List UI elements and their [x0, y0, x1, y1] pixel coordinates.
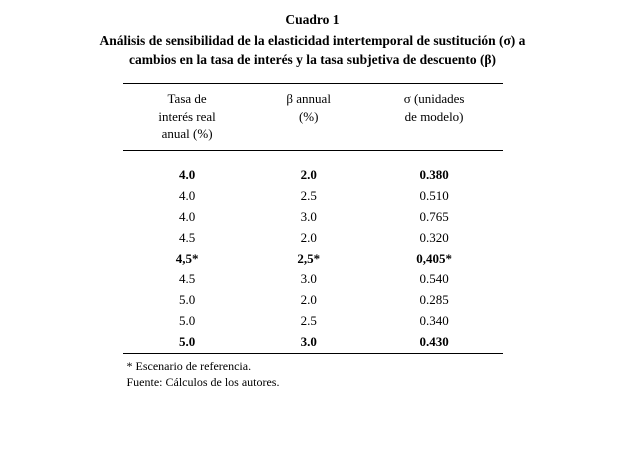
- table-spacer-row: [123, 150, 503, 165]
- table-header-row: [123, 84, 503, 150]
- sensitivity-table: [123, 83, 503, 353]
- table-cell: 2.5: [300, 187, 317, 203]
- table-cell: 2.0: [300, 166, 317, 182]
- column-header-beta-line2: (%): [298, 108, 319, 124]
- table-cell: 4.0: [178, 166, 196, 182]
- table-cell: 0.430: [366, 332, 503, 353]
- table-body: [123, 150, 503, 353]
- table-row: [123, 332, 503, 353]
- column-header-beta-line1: β annual: [286, 91, 331, 107]
- table-notes: [123, 358, 503, 390]
- page-subtitle-line-2: cambios en la tasa de interés y la tasa subjetiva de descuento (β): [128, 52, 497, 68]
- table-cell: 0.320: [419, 229, 449, 245]
- table-wrapper: [123, 83, 503, 353]
- table-cell: 5.0: [178, 313, 196, 329]
- table-cell: 2.0: [300, 229, 317, 245]
- column-header-sigma: [366, 84, 503, 150]
- table-cell: 2.5: [300, 313, 317, 329]
- table-row: [123, 311, 503, 332]
- column-header-sigma-line2: de modelo): [404, 108, 464, 124]
- table-cell: 3.0: [252, 332, 366, 353]
- table-cell: 0.765: [419, 208, 449, 224]
- table-row: [123, 207, 503, 228]
- page-subtitle-line-1: Análisis de sensibilidad de la elasticidad intertemporal de sustitución (σ) a: [99, 33, 526, 49]
- table-cell: 0.510: [419, 187, 449, 203]
- note-source: Fuente: Cálculos de los autores.: [126, 375, 280, 390]
- table-cell: 0.380: [419, 166, 449, 182]
- table-cell: 4.5: [178, 229, 196, 245]
- table-row: [123, 165, 503, 186]
- table-row: [123, 186, 503, 207]
- column-header-beta: [252, 84, 366, 150]
- table-cell: 0.340: [419, 313, 449, 329]
- table-cell: 3.0: [300, 208, 317, 224]
- column-header-interest-rate-line2: interés real: [158, 108, 216, 124]
- table-cell: 2.0: [300, 292, 317, 308]
- table-cell: 5.0: [178, 292, 196, 308]
- table-cell: 3.0: [300, 271, 317, 287]
- column-header-interest-rate-line1: Tasa de: [167, 91, 207, 107]
- column-header-sigma-line1: σ (unidades: [403, 91, 465, 107]
- table-row: [123, 290, 503, 311]
- title-block: [12, 10, 613, 69]
- table-cell: 4.0: [178, 187, 196, 203]
- table-cell: 0.540: [419, 271, 449, 287]
- table-cell: 0,405*: [416, 250, 452, 266]
- table-row: [123, 228, 503, 249]
- table-header: [123, 84, 503, 150]
- column-header-interest-rate: [123, 84, 252, 150]
- table-row: [123, 269, 503, 290]
- column-header-interest-rate-line3: anual (%): [161, 125, 213, 141]
- table-cell: 4.0: [178, 208, 196, 224]
- table-row: [123, 249, 503, 270]
- table-cell: 0.285: [419, 292, 449, 308]
- page-title: Cuadro 1: [285, 12, 340, 27]
- table-cell: 4,5*: [175, 250, 199, 266]
- table-cell: 5.0: [123, 332, 252, 353]
- table-cell: 4.5: [178, 271, 196, 287]
- note-footnote: * Escenario de referencia.: [126, 358, 252, 373]
- table-cell: 2,5*: [297, 250, 321, 266]
